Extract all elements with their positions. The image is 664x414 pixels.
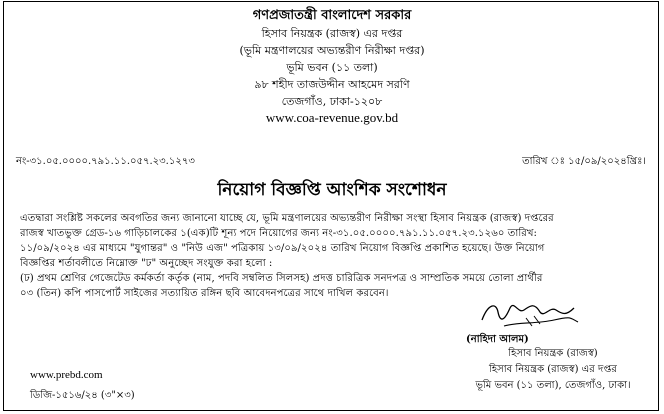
city-address: তেজগাঁও, ঢাকা-১২০৮ (281, 95, 383, 108)
office-name: হিসাব নিয়ন্ত্রক (রাজস্ব) এর দপ্তর (261, 27, 403, 40)
notice-body (20, 211, 646, 301)
signatory-name: (নাহিদা আলম) (466, 334, 529, 345)
office-subtitle: (ভূমি মন্ত্রণালয়ের অভ্যন্তরীণ নিরীক্ষা দপ্তর) (239, 44, 425, 57)
office-website: www.coa-revenue.gov.bd (265, 110, 399, 125)
footer-website: www.prebd.com (30, 369, 103, 381)
signatory-designation: হিসাব নিয়ন্ত্রক (রাজস্ব) (508, 348, 598, 359)
building-name: ভূমি ভবন (১১ তলা) (286, 61, 378, 74)
memo-number: নং-৩১.০৫.০০০০.৭৯১.১১.০৫৭.২৩.১২৭৩ (16, 156, 195, 167)
body-line: (ঢ) প্রথম শ্রেণির গেজেটেড কর্মকর্তা কর্তৃক (নাম, পদবি সম্বলিত সিলসহ) প্রদত্ত চারিত্রিক সনদপত্র ও সাম্প্রতিক সময়ে তোলা প্রার্থীর (20, 273, 543, 284)
body-line: এতদ্বারা সংশ্লিষ্ট সকলের অবগতির জন্য জানানো যাচ্ছে যে, ভূমি মন্ত্রণালয়ের অভ্যন্তরীণ নিরীক্ষা সংস্থা হিসাব নিয়ন্ত্রক (রাজস্ব) দপ্তরের (20, 213, 554, 224)
notice-title: নিয়োগ বিজ্ঞপ্তি আংশিক সংশোধন (217, 180, 447, 200)
signatory-address: ভূমি ভবন (১১ তলা), তেজগাঁও, ঢাকা। (475, 380, 631, 391)
memo-date: তারিখ ঃ ১৫/০৯/২০২৪খ্রিঃ। (522, 156, 646, 167)
body-line: বিজ্ঞপ্তির শর্তাবলীতে নিম্নোক্ত "ঢ" অনুচ্ছেদ সংযুক্ত করা হলো : (20, 258, 273, 269)
signatory-office: হিসাব নিয়ন্ত্রক (রাজস্ব) এর দপ্তর (489, 364, 617, 375)
body-line: ০৩ (তিন) কপি পাসপোর্ট সাইজের সত্যায়িত রঙ্গিন ছবি আবেদনপত্রের সাথে দাখিল করবেন। (20, 288, 389, 299)
footer-code: ডিজি-১৫১৬/২৪ (৩"×৩) (30, 390, 135, 401)
street-address: ৯৮ শহীদ তাজউদ্দীন আহমেদ সরণি (254, 78, 410, 91)
body-line: রাজস্ব খাতভুক্ত গ্রেড-১৬ গাড়িচালকের ১(এক)টি শূন্য পদে নিয়োগের জন্য নং-৩১.০৫.০০০০.৭৯১.১১.০৫৭.২৩.১২৬০ তারিখ: (20, 228, 537, 239)
govt-title: গণপ্রজাতন্ত্রী বাংলাদেশ সরকার (252, 8, 412, 23)
signatory-block (446, 346, 660, 394)
handwritten-signature (474, 296, 584, 332)
body-line: ১১/০৯/২০২৪ এর মাধ্যমে "যুগান্তর" ও "নিউ এজ" পত্রিকায় ১৩/০৯/২০২৪ তারিখ নিয়োগ বিজ্ঞপ্তি প্রকাশিত হয়েছে। উক্ত নিয়োগ (20, 243, 545, 254)
